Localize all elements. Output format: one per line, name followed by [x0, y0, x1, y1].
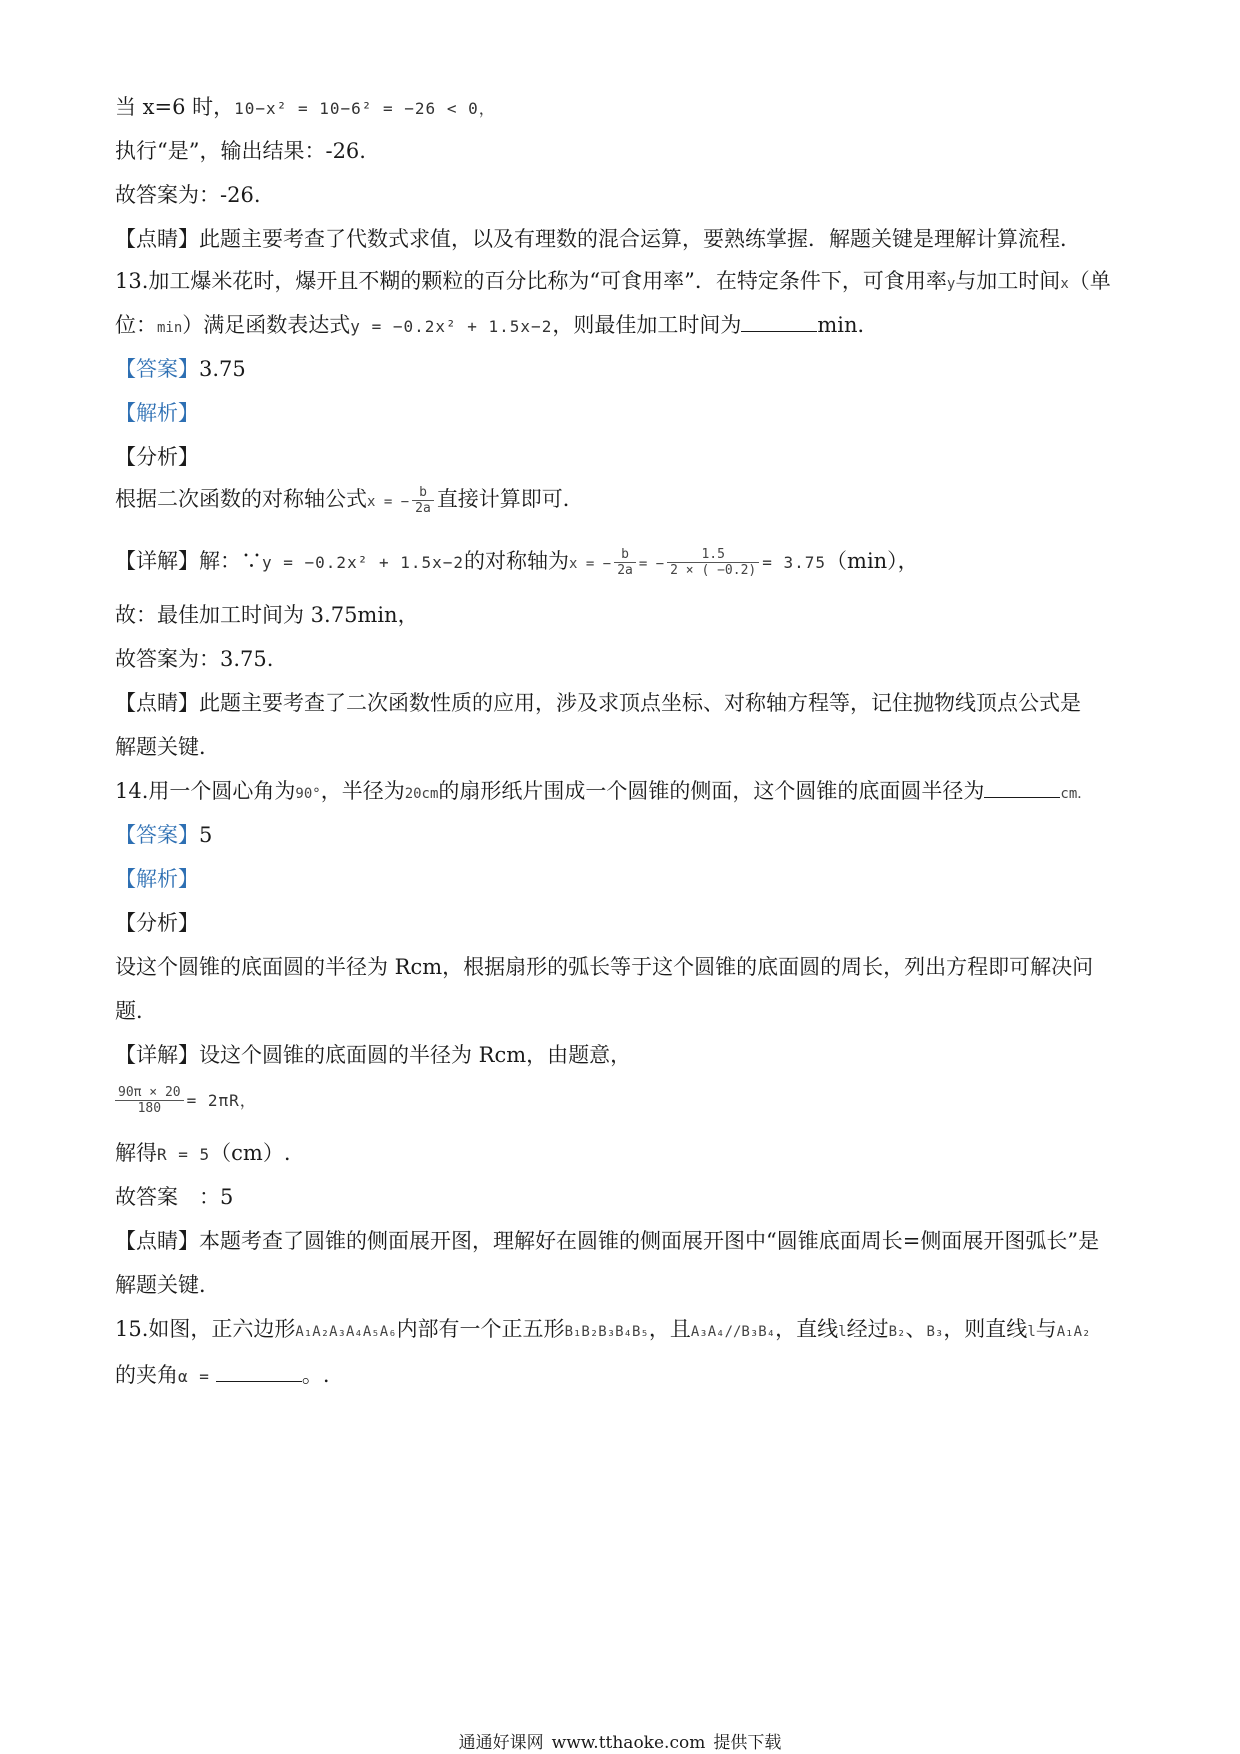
- math-pentagon: B₁B₂B₃B₄B₅: [564, 1324, 649, 1340]
- math-parallel: A₃A₄//B₃B₄: [690, 1324, 776, 1340]
- math-line-l: l: [838, 1324, 847, 1340]
- detail-14: 【详解】设这个圆锥的底面圆的半径为 Rcm，由题意，: [115, 1043, 632, 1067]
- text: ）满足函数表达式: [182, 313, 351, 337]
- text: ，半径为: [320, 779, 405, 803]
- text: ，则最佳加工时间为: [552, 313, 742, 337]
- math-result: = 3.75: [762, 553, 827, 572]
- text: 、: [905, 1317, 927, 1341]
- math-expression: x = −: [367, 494, 410, 510]
- text: 当 x=6 时，: [115, 95, 235, 119]
- text: 直接计算即可．: [436, 487, 584, 511]
- footer-suffix: 提供下载: [713, 1733, 782, 1753]
- analyze-heading-14: 【分析】: [115, 911, 199, 935]
- text: 。.: [301, 1363, 330, 1387]
- math-length: 20cm: [404, 786, 439, 802]
- question-15-line-2: [115, 1360, 330, 1392]
- math-expression: = 2πR，: [186, 1091, 257, 1110]
- answer-value: 5: [199, 823, 213, 847]
- text: （min），: [826, 549, 919, 573]
- question-13-line-1: [115, 266, 1111, 299]
- math-expression: = −: [638, 556, 665, 572]
- answer-tag: 【答案】: [115, 357, 199, 381]
- analyze-text-14-line-1: 设这个圆锥的底面圆的半径为 Rcm，根据扇形的弧长等于这个圆锥的底面圆的周长，列出方程即可解决问: [115, 955, 1094, 979]
- denominator: 2 × ( −0.2): [670, 563, 757, 578]
- comment-14-line-1: 【点睛】本题考查了圆锥的侧面展开图，理解好在圆锥的侧面展开图中“圆锥底面周长=侧面展开图弧长”是: [115, 1229, 1100, 1253]
- numerator: b: [412, 485, 434, 501]
- math-var-y: y: [946, 276, 956, 292]
- text: 的扇形纸片围成一个圆锥的侧面，这个圆锥的底面圆半径为: [438, 779, 985, 803]
- math-function: y = −0.2x² + 1.5x−2: [262, 553, 465, 572]
- analysis-tag-13: 【解析】: [115, 401, 199, 425]
- answer-statement-14: 故答案 ：5: [115, 1185, 234, 1209]
- comment-13-line-1: 【点睛】此题主要考查了二次函数性质的应用，涉及求顶点坐标、对称轴方程等，记住抛物线顶点公式是: [115, 691, 1081, 715]
- denominator: 180: [137, 1101, 162, 1116]
- footer-site-name: 通通好课网: [458, 1733, 544, 1753]
- fraction: [667, 547, 759, 578]
- conclusion-13: 故：最佳加工时间为 3.75min，: [115, 603, 419, 627]
- denominator: 2a: [415, 501, 431, 516]
- text: 的对称轴为: [464, 549, 570, 573]
- denominator: 2a: [617, 563, 633, 578]
- answer-tag: 【答案】: [115, 823, 199, 847]
- answer-14: [115, 820, 212, 850]
- text: 与: [1035, 1317, 1057, 1341]
- math-expression: 10−x² = 10−6² = −26 < 0，: [234, 99, 496, 118]
- text: ，直线: [775, 1317, 839, 1341]
- math-angle: 90°: [295, 786, 321, 802]
- comment-14-line-2: 解题关键．: [115, 1273, 220, 1297]
- text: 内部有一个正五形: [396, 1317, 565, 1341]
- text: ，则直线: [943, 1317, 1028, 1341]
- math-unit: min: [157, 320, 183, 336]
- analyze-heading-13: 【分析】: [115, 445, 199, 469]
- solve-14: [115, 1138, 291, 1170]
- footer-url[interactable]: www.tthaoke.com: [551, 1733, 706, 1753]
- question-14: [115, 776, 1091, 809]
- fraction: [614, 547, 636, 578]
- fraction: [115, 1085, 184, 1116]
- math-line-l: l: [1027, 1324, 1036, 1340]
- page-footer: [0, 1728, 1240, 1753]
- text: 【详解】解：∵: [115, 549, 262, 573]
- text: 根据二次函数的对称轴公式: [115, 487, 367, 511]
- text: （cm）.: [210, 1141, 291, 1165]
- answer-value: 3.75: [199, 357, 246, 381]
- math-expression: x = −: [569, 556, 612, 572]
- text: 14.用一个圆心角为: [115, 779, 296, 803]
- analyze-text-13: [115, 484, 584, 517]
- text: min．: [817, 313, 879, 337]
- text: 的夹角: [115, 1363, 178, 1387]
- equation-14: [115, 1084, 257, 1116]
- text: （单: [1068, 269, 1111, 293]
- analysis-tag-14: 【解析】: [115, 867, 199, 891]
- math-expression: R = 5: [157, 1145, 211, 1164]
- text: 与加工时间: [955, 269, 1061, 293]
- answer-13: [115, 354, 246, 384]
- question-15-line-1: [115, 1314, 1090, 1347]
- math-var-x: x: [1060, 276, 1069, 292]
- comment-13-line-2: 解题关键．: [115, 735, 220, 759]
- answer-blank: [984, 777, 1060, 798]
- text: 经过: [846, 1317, 889, 1341]
- answer-blank: [741, 311, 817, 332]
- answer-statement-13: 故答案为：3.75.: [115, 647, 274, 671]
- math-segment: A₁A₂: [1056, 1324, 1091, 1340]
- answer-blank: [216, 1361, 302, 1382]
- question-13-line-2: [115, 310, 878, 343]
- text: ，且: [648, 1317, 691, 1341]
- numerator: 1.5: [667, 547, 759, 563]
- text: 13.加工爆米花时，爆开且不糊的颗粒的百分比称为“可食用率”．在特定条件下，可食用率: [115, 269, 947, 293]
- line-answer-12: 故答案为：-26.: [115, 183, 261, 207]
- numerator: 90π × 20: [115, 1085, 184, 1101]
- numerator: b: [614, 547, 636, 563]
- fraction: [412, 485, 434, 516]
- math-function: y = −0.2x² + 1.5x−2: [350, 317, 553, 336]
- line-comment-12: 【点睛】此题主要考查了代数式求值，以及有理数的混合运算，要熟练掌握．解题关键是理解计算流程．: [115, 227, 1081, 251]
- math-point: B₃: [926, 1324, 944, 1340]
- text: 15.如图，正六边形: [115, 1317, 296, 1341]
- detail-13: [115, 546, 919, 579]
- math-point: B₂: [888, 1324, 906, 1340]
- analyze-text-14-line-2: 题．: [115, 999, 157, 1023]
- math-angle: α =: [178, 1367, 210, 1386]
- line-x6: [115, 92, 496, 124]
- text: 解得: [115, 1141, 157, 1165]
- math-unit: cm．: [1060, 786, 1092, 802]
- line-execute-yes: 执行“是”，输出结果：-26.: [115, 139, 366, 163]
- math-hexagon: A₁A₂A₃A₄A₅A₆: [295, 1324, 397, 1340]
- text: 位：: [115, 313, 157, 337]
